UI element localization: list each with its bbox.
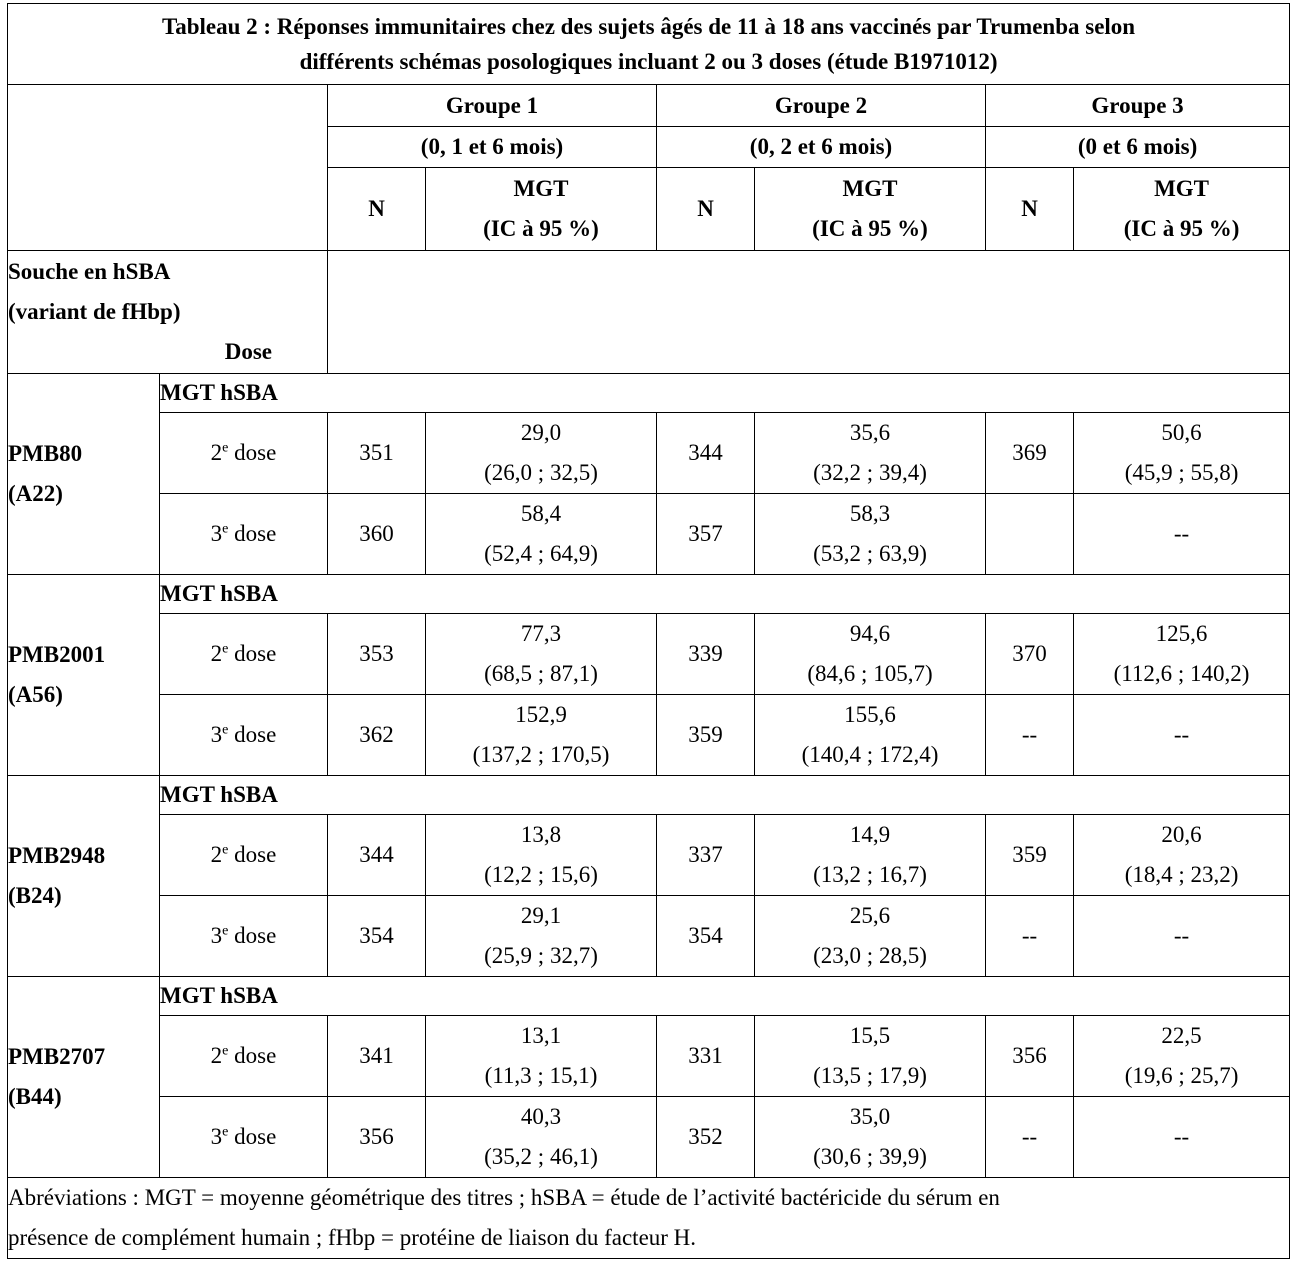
ci-value: (26,0 ; 32,5) bbox=[484, 460, 598, 485]
g1-mgt-cell bbox=[426, 494, 657, 575]
mgt-value: -- bbox=[1173, 722, 1190, 747]
g3-n-cell: -- bbox=[986, 695, 1074, 776]
group-3-n-header: N bbox=[986, 168, 1074, 251]
g3-mgt-cell bbox=[1074, 695, 1290, 776]
ci-value: (30,6 ; 39,9) bbox=[813, 1144, 927, 1169]
mgt-value: 22,5 bbox=[1161, 1023, 1202, 1048]
dose-row bbox=[8, 614, 1290, 695]
g2-n-cell: 354 bbox=[657, 896, 755, 977]
g3-mgt-cell bbox=[1074, 614, 1290, 695]
ci-value: (84,6 ; 105,7) bbox=[807, 661, 933, 686]
g3-n-cell: 369 bbox=[986, 413, 1074, 494]
strain-name: PMB2001 bbox=[8, 642, 106, 667]
mgt-hsba-label: MGT hSBA bbox=[160, 776, 1290, 815]
group-2-header: Groupe 2 bbox=[657, 85, 986, 127]
g1-n-cell: 360 bbox=[328, 494, 426, 575]
mgt-value: 29,0 bbox=[520, 420, 562, 445]
dose-number: 3 bbox=[210, 1124, 223, 1149]
mgt-value: 77,3 bbox=[520, 621, 562, 646]
g1-n-cell: 344 bbox=[328, 815, 426, 896]
group-1-mgt-header bbox=[426, 168, 657, 251]
g2-n-cell: 339 bbox=[657, 614, 755, 695]
g2-n-cell: 331 bbox=[657, 1016, 755, 1097]
mgt-value: 94,6 bbox=[849, 621, 891, 646]
group-1-n-header: N bbox=[328, 168, 426, 251]
mgt-value: 58,4 bbox=[520, 501, 562, 526]
ci-value: (23,0 ; 28,5) bbox=[813, 943, 927, 968]
dose-suffix: dose bbox=[228, 722, 277, 747]
dose-number: 2 bbox=[210, 641, 223, 666]
mgt-value: 20,6 bbox=[1161, 822, 1202, 847]
strain-name: PMB2948 bbox=[8, 843, 106, 868]
group-3-header: Groupe 3 bbox=[986, 85, 1290, 127]
dose-number: 3 bbox=[210, 722, 223, 747]
ci-value: (137,2 ; 170,5) bbox=[472, 742, 610, 767]
dose-number: 2 bbox=[210, 1043, 223, 1068]
ci-value: (112,6 ; 140,2) bbox=[1113, 661, 1250, 686]
g2-mgt-cell bbox=[755, 413, 986, 494]
dose-number: 3 bbox=[210, 521, 223, 546]
header-empty-cell bbox=[8, 85, 328, 251]
dose-row bbox=[8, 1016, 1290, 1097]
group-3-schedule: (0 et 6 mois) bbox=[986, 127, 1290, 168]
strain-header-line2: (variant de fHbp) bbox=[8, 299, 181, 324]
strain-name-cell bbox=[8, 374, 160, 575]
g3-mgt-cell bbox=[1074, 896, 1290, 977]
dose-suffix: dose bbox=[228, 440, 277, 465]
strain-mgt-row bbox=[8, 575, 1290, 614]
dose-suffix: dose bbox=[228, 842, 277, 867]
g1-mgt-cell bbox=[426, 695, 657, 776]
strain-header-empty bbox=[328, 251, 1290, 374]
mgt-hsba-label: MGT hSBA bbox=[160, 575, 1290, 614]
dose-label-cell bbox=[160, 815, 328, 896]
group-2-schedule: (0, 2 et 6 mois) bbox=[657, 127, 986, 168]
mgt-value: 155,6 bbox=[844, 702, 896, 727]
group-1-header: Groupe 1 bbox=[328, 85, 657, 127]
dose-sup: e bbox=[222, 923, 229, 939]
strain-mgt-row bbox=[8, 977, 1290, 1016]
g2-n-cell: 344 bbox=[657, 413, 755, 494]
g3-n-cell bbox=[986, 494, 1074, 575]
strain-name-cell bbox=[8, 776, 160, 977]
g1-n-cell: 341 bbox=[328, 1016, 426, 1097]
g2-mgt-cell bbox=[755, 614, 986, 695]
mgt-label: MGT bbox=[513, 176, 569, 201]
mgt-value: 152,9 bbox=[515, 702, 567, 727]
dose-label-cell bbox=[160, 413, 328, 494]
g2-n-cell: 337 bbox=[657, 815, 755, 896]
strain-variant: (A22) bbox=[8, 481, 63, 506]
g3-n-cell: 370 bbox=[986, 614, 1074, 695]
g3-mgt-cell bbox=[1074, 815, 1290, 896]
dose-sup: e bbox=[222, 842, 229, 858]
mgt-hsba-label: MGT hSBA bbox=[160, 374, 1290, 413]
ci-value: (19,6 ; 25,7) bbox=[1124, 1063, 1239, 1088]
dose-sup: e bbox=[222, 1124, 229, 1140]
mgt-value: -- bbox=[1173, 521, 1190, 546]
dose-label-cell bbox=[160, 1097, 328, 1178]
strain-variant: (B44) bbox=[8, 1084, 62, 1109]
ci-label: (IC à 95 %) bbox=[1123, 216, 1240, 241]
g3-n-cell: -- bbox=[986, 1097, 1074, 1178]
dose-suffix: dose bbox=[228, 641, 277, 666]
mgt-value: 25,6 bbox=[849, 903, 891, 928]
dose-label-cell bbox=[160, 896, 328, 977]
mgt-value: 14,9 bbox=[849, 822, 891, 847]
mgt-value: 13,1 bbox=[520, 1023, 562, 1048]
strain-name-cell bbox=[8, 977, 160, 1178]
ci-value: (52,4 ; 64,9) bbox=[484, 541, 598, 566]
mgt-label: MGT bbox=[1154, 176, 1210, 201]
dose-row bbox=[8, 413, 1290, 494]
ci-value: (12,2 ; 15,6) bbox=[484, 862, 598, 887]
g2-mgt-cell bbox=[755, 695, 986, 776]
mgt-value: 15,5 bbox=[849, 1023, 891, 1048]
table-title-line1: Tableau 2 : Réponses immunitaires chez des sujets âgés de 11 à 18 ans vaccinés par Trumenba selon bbox=[162, 14, 1136, 39]
table-title bbox=[8, 4, 1290, 85]
dose-sup: e bbox=[222, 641, 229, 657]
mgt-value: 13,8 bbox=[520, 822, 562, 847]
dose-suffix: dose bbox=[228, 1124, 277, 1149]
dose-label-cell bbox=[160, 1016, 328, 1097]
strain-mgt-row bbox=[8, 374, 1290, 413]
mgt-value: 50,6 bbox=[1161, 420, 1202, 445]
g1-mgt-cell bbox=[426, 1016, 657, 1097]
dose-suffix: dose bbox=[228, 521, 277, 546]
strain-variant: (B24) bbox=[8, 883, 62, 908]
g3-n-cell: -- bbox=[986, 896, 1074, 977]
g2-n-cell: 357 bbox=[657, 494, 755, 575]
ci-value: (11,3 ; 15,1) bbox=[484, 1063, 598, 1088]
ci-value: (13,2 ; 16,7) bbox=[813, 862, 927, 887]
ci-value: (53,2 ; 63,9) bbox=[813, 541, 927, 566]
group-2-mgt-header bbox=[755, 168, 986, 251]
dose-number: 3 bbox=[210, 923, 223, 948]
g1-n-cell: 356 bbox=[328, 1097, 426, 1178]
dose-row bbox=[8, 1097, 1290, 1178]
strain-header-line1: Souche en hSBA bbox=[8, 259, 171, 284]
g2-mgt-cell bbox=[755, 815, 986, 896]
g3-mgt-cell bbox=[1074, 413, 1290, 494]
ci-value: (45,9 ; 55,8) bbox=[1124, 460, 1239, 485]
g2-n-cell: 352 bbox=[657, 1097, 755, 1178]
dose-row bbox=[8, 815, 1290, 896]
dose-sup: e bbox=[222, 440, 229, 456]
strain-header-cell bbox=[8, 251, 328, 374]
g1-mgt-cell bbox=[426, 1097, 657, 1178]
g3-mgt-cell bbox=[1074, 1016, 1290, 1097]
ci-label: (IC à 95 %) bbox=[812, 216, 928, 241]
dose-row bbox=[8, 695, 1290, 776]
g2-n-cell: 359 bbox=[657, 695, 755, 776]
dose-label-cell bbox=[160, 695, 328, 776]
ci-value: (68,5 ; 87,1) bbox=[484, 661, 598, 686]
mgt-value: -- bbox=[1173, 1124, 1190, 1149]
dose-label-cell bbox=[160, 494, 328, 575]
mgt-value: 35,6 bbox=[849, 420, 891, 445]
g1-mgt-cell bbox=[426, 614, 657, 695]
immune-response-table bbox=[7, 3, 1290, 1259]
mgt-value: 58,3 bbox=[849, 501, 891, 526]
group-2-n-header: N bbox=[657, 168, 755, 251]
footnote-line1: Abréviations : MGT = moyenne géométrique des titres ; hSBA = étude de l’activité bactéricide du sérum en bbox=[8, 1185, 1000, 1210]
g1-mgt-cell bbox=[426, 815, 657, 896]
mgt-value: 125,6 bbox=[1155, 621, 1208, 646]
ci-value: (140,4 ; 172,4) bbox=[801, 742, 939, 767]
ci-value: (25,9 ; 32,7) bbox=[484, 943, 598, 968]
dose-label-cell bbox=[160, 614, 328, 695]
g3-mgt-cell bbox=[1074, 1097, 1290, 1178]
ci-value: (32,2 ; 39,4) bbox=[813, 460, 927, 485]
strain-mgt-row bbox=[8, 776, 1290, 815]
dose-header: Dose bbox=[224, 339, 272, 364]
dose-suffix: dose bbox=[228, 923, 277, 948]
dose-row bbox=[8, 494, 1290, 575]
g3-n-cell: 356 bbox=[986, 1016, 1074, 1097]
g3-mgt-cell bbox=[1074, 494, 1290, 575]
group-3-mgt-header bbox=[1074, 168, 1290, 251]
mgt-value: -- bbox=[1173, 923, 1190, 948]
mgt-value: 29,1 bbox=[520, 903, 562, 928]
ci-value: (18,4 ; 23,2) bbox=[1124, 862, 1239, 887]
group-1-schedule: (0, 1 et 6 mois) bbox=[328, 127, 657, 168]
g1-n-cell: 353 bbox=[328, 614, 426, 695]
dose-number: 2 bbox=[210, 842, 223, 867]
g1-n-cell: 362 bbox=[328, 695, 426, 776]
strain-name: PMB80 bbox=[8, 441, 83, 466]
g3-n-cell: 359 bbox=[986, 815, 1074, 896]
strain-variant: (A56) bbox=[8, 682, 63, 707]
g1-mgt-cell bbox=[426, 413, 657, 494]
dose-number: 2 bbox=[210, 440, 223, 465]
strain-name: PMB2707 bbox=[8, 1044, 106, 1069]
mgt-label: MGT bbox=[842, 176, 898, 201]
mgt-value: 40,3 bbox=[520, 1104, 562, 1129]
g2-mgt-cell bbox=[755, 896, 986, 977]
mgt-value: 35,0 bbox=[849, 1104, 891, 1129]
dose-sup: e bbox=[222, 722, 229, 738]
g2-mgt-cell bbox=[755, 494, 986, 575]
g2-mgt-cell bbox=[755, 1016, 986, 1097]
g2-mgt-cell bbox=[755, 1097, 986, 1178]
strain-name-cell bbox=[8, 575, 160, 776]
dose-sup: e bbox=[222, 1043, 229, 1059]
footnote bbox=[8, 1178, 1290, 1259]
g1-n-cell: 351 bbox=[328, 413, 426, 494]
ci-value: (13,5 ; 17,9) bbox=[813, 1063, 927, 1088]
dose-suffix: dose bbox=[228, 1043, 277, 1068]
ci-label: (IC à 95 %) bbox=[483, 216, 599, 241]
dose-row bbox=[8, 896, 1290, 977]
ci-value: (35,2 ; 46,1) bbox=[484, 1144, 598, 1169]
g1-mgt-cell bbox=[426, 896, 657, 977]
footnote-line2: présence de complément humain ; fHbp = protéine de liaison du facteur H. bbox=[8, 1225, 697, 1250]
mgt-hsba-label: MGT hSBA bbox=[160, 977, 1290, 1016]
g1-n-cell: 354 bbox=[328, 896, 426, 977]
dose-sup: e bbox=[222, 521, 229, 537]
table-title-line2: différents schémas posologiques incluant 2 ou 3 doses (étude B1971012) bbox=[299, 49, 998, 74]
